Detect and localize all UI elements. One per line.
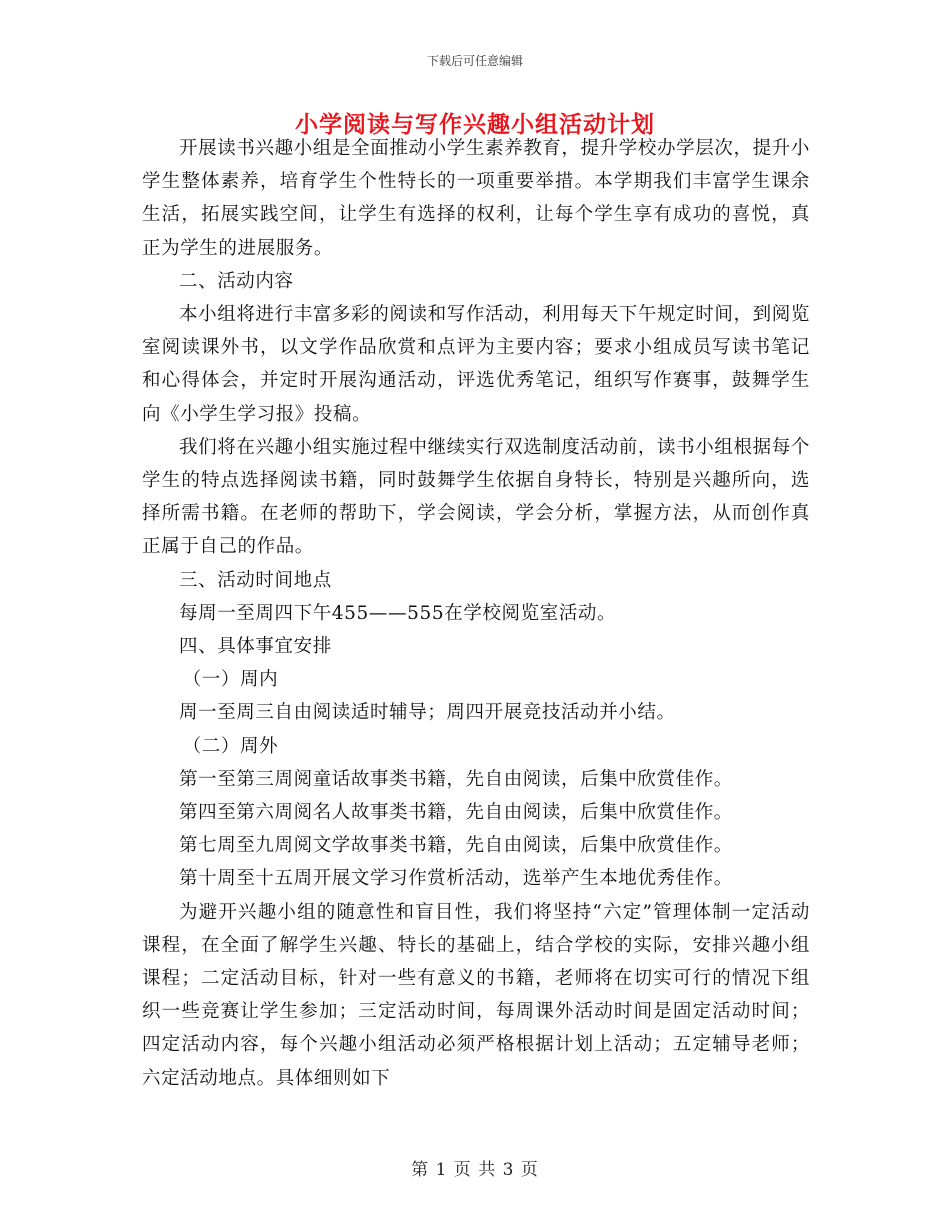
section-heading-time-place: 三、活动时间地点 — [179, 569, 332, 591]
subheading-weekly: （一）周内 — [182, 669, 279, 691]
paragraph-intro: 开展读书兴趣小组是全面推动小学生素养教育，提升学校办学层次，提升小学生整体素养，培育学生个性特长的一项重要举措。本学期我们丰富学生课余生活，拓展实践空间，让学生有选择的权利，让每个学生享有成功的喜悦，真正为学生的进展服务。 — [142, 138, 810, 259]
section-heading-arrangements: 四、具体事宜安排 — [179, 636, 332, 658]
schedule-item-weeks-1-3: 第一至第三周阅童话故事类书籍，先自由阅读，后集中欣赏佳作。 — [179, 768, 733, 790]
paragraph-six-fixed: 为避开兴趣小组的随意性和盲目性，我们将坚持“六定”管理体制一定活动课程，在全面了解学生兴趣、特长的基础上，结合学校的实际，安排兴趣小组课程；二定活动目标，针对一些有意义的书籍，老师将在切实可行的情况下组织一些竞赛让学生参加；三定活动时间，每周课外活动时间是固定活动时间；四定活动内容，每个兴趣小组活动必须严格根据计划上活动；五定辅导老师；六定活动地点。具体细则如下 — [142, 901, 810, 1089]
header-note: 下载后可任意编辑 — [426, 54, 523, 68]
section-heading-activity-content: 二、活动内容 — [179, 270, 294, 292]
paragraph-activity-content: 本小组将进行丰富多彩的阅读和写作活动，利用每天下午规定时间，到阅览室阅读课外书，以文学作品欣赏和点评为主要内容；要求小组成员写读书笔记和心得体会，并定时开展沟通活动，评选优秀笔记，组织写作赛事，鼓舞学生向《小学生学习报》投稿。 — [142, 304, 810, 425]
subheading-by-week: （二）周外 — [182, 735, 279, 757]
paragraph-dual-selection: 我们将在兴趣小组实施过程中继续实行双选制度活动前，读书小组根据每个学生的特点选择阅读书籍，同时鼓舞学生依据自身特长，特别是兴趣所向，选择所需书籍。在老师的帮助下，学会阅读，学会分析，掌握方法，从而创作真正属于自己的作品。 — [142, 436, 810, 558]
document-body — [142, 132, 810, 1095]
page-footer: 第 1 页 共 3 页 — [411, 1160, 539, 1180]
document-title: 小学阅读与写作兴趣小组活动计划 — [295, 111, 655, 138]
paragraph-weekly: 周一至周三自由阅读适时辅导；周四开展竞技活动并小结。 — [179, 702, 676, 724]
schedule-item-weeks-7-9: 第七周至九周阅文学故事类书籍，先自由阅读，后集中欣赏佳作。 — [179, 835, 733, 857]
schedule-item-weeks-4-6: 第四至第六周阅名人故事类书籍，先自由阅读，后集中欣赏佳作。 — [179, 802, 733, 824]
paragraph-time-place: 每周一至周四下午455——555在学校阅览室活动。 — [179, 602, 617, 624]
schedule-item-weeks-10-15: 第十周至十五周开展文学习作赏析活动，选举产生本地优秀佳作。 — [179, 868, 733, 890]
